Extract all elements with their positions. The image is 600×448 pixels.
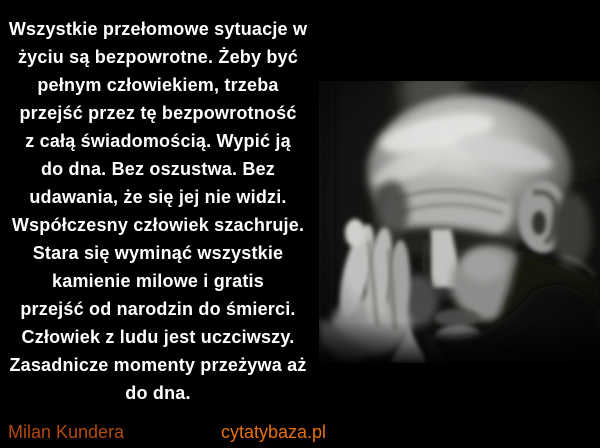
quote-line: z całą świadomością. Wypić ją xyxy=(25,131,291,151)
quote-line: Stara się wyminąć wszystkie xyxy=(32,243,284,263)
quote-line: pełnym człowiekiem, trzeba xyxy=(37,75,279,95)
author-name: Milan Kundera xyxy=(8,422,125,442)
quote-line: kamienie milowe i gratis xyxy=(52,271,264,291)
site-watermark: cytatybaza.pl xyxy=(221,422,327,442)
quote-line: przejść przez tę bezpowrotność xyxy=(19,103,297,123)
quote-line: Zasadnicze momenty przeżywa aż xyxy=(9,355,307,375)
quote-line: przejść od narodzin do śmierci. xyxy=(20,299,296,319)
quote-line: Wszystkie przełomowe sytuacje w xyxy=(8,19,308,39)
portrait-photo xyxy=(319,81,600,363)
quote-line: do dna. xyxy=(125,383,191,403)
quote-line: Współczesny człowiek szachruje. xyxy=(11,215,305,235)
quote-line: udawania, że się jej nie widzi. xyxy=(29,187,287,207)
kundera-portrait-illustration xyxy=(319,81,600,363)
quote-line: życiu są bezpowrotne. Żeby być xyxy=(17,47,299,67)
quote-line: do dna. Bez oszustwa. Bez xyxy=(40,159,276,179)
quote-line: Człowiek z ludu jest uczciwszy. xyxy=(21,327,295,347)
quote-text xyxy=(0,15,316,407)
